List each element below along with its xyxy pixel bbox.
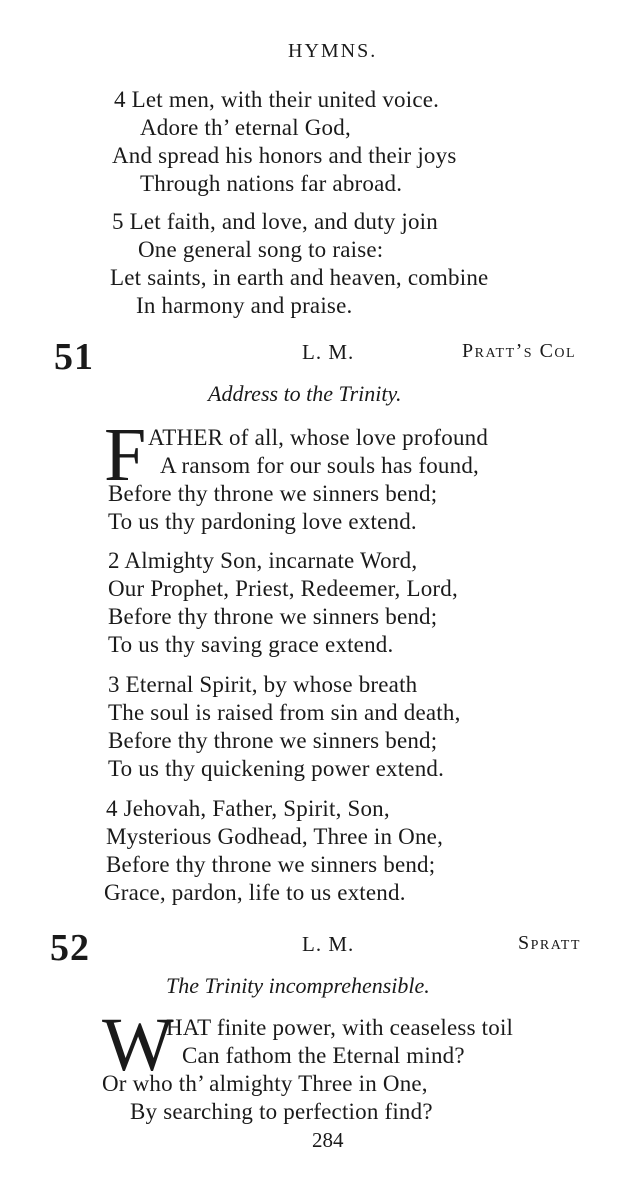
verse-line: The soul is raised from sin and death, [108,700,461,725]
verse-line: By searching to perfection find? [130,1099,433,1124]
verse-line: 2 Almighty Son, incarnate Word, [108,548,418,573]
hymn-tune: Spratt [518,932,581,954]
verse-line: Let saints, in earth and heaven, combine [110,265,489,290]
hymn-subtitle: The Trinity incomprehensible. [166,973,430,998]
hymn-meter: L. M. [302,932,355,956]
verse-line: 4 Let men, with their united voice. [114,87,440,112]
verse-line: One general song to raise: [138,237,384,262]
verse-line: Before thy throne we sinners bend; [108,481,438,506]
verse-line: To us thy pardoning love extend. [108,509,417,534]
hymn-meter: L. M. [302,340,355,364]
verse-line: A ransom for our souls has found, [160,453,479,478]
verse-line: Through nations far abroad. [140,171,403,196]
hymn-tune: Pratt’s Col [462,340,577,362]
verse-line: Before thy throne we sinners bend; [106,852,436,877]
verse-line: Can fathom the Eternal mind? [182,1043,465,1068]
verse-line: 5 Let faith, and love, and duty join [112,209,438,234]
verse-line: To us thy quickening power extend. [108,756,445,781]
verse-line: And spread his honors and their joys [112,143,457,168]
verse-line: Before thy throne we sinners bend; [108,604,438,629]
verse-line: Before thy throne we sinners bend; [108,728,438,753]
verse-line: Our Prophet, Priest, Redeemer, Lord, [108,576,458,601]
verse-line: HAT finite power, with ceaseless toil [166,1015,514,1040]
running-head: HYMNS. [288,40,378,62]
verse-line: Mysterious Godhead, Three in One, [106,824,444,849]
verse-line: To us thy saving grace extend. [108,632,394,657]
verse-line: 4 Jehovah, Father, Spirit, Son, [106,796,390,821]
drop-cap: W [102,1003,174,1087]
verse-line: Grace, pardon, life to us extend. [104,880,406,905]
verse-line: Or who th’ almighty Three in One, [102,1071,428,1096]
hymn-subtitle: Address to the Trinity. [208,381,402,406]
drop-cap: F [104,413,147,497]
verse-line: 3 Eternal Spirit, by whose breath [108,672,418,697]
verse-line: ATHER of all, whose love profound [148,425,489,450]
verse-line: Adore th’ eternal God, [140,115,351,140]
verse-line: In harmony and praise. [136,293,353,318]
hymn-number: 51 [54,336,94,378]
hymn-number: 52 [50,927,90,969]
page-number: 284 [312,1128,344,1152]
